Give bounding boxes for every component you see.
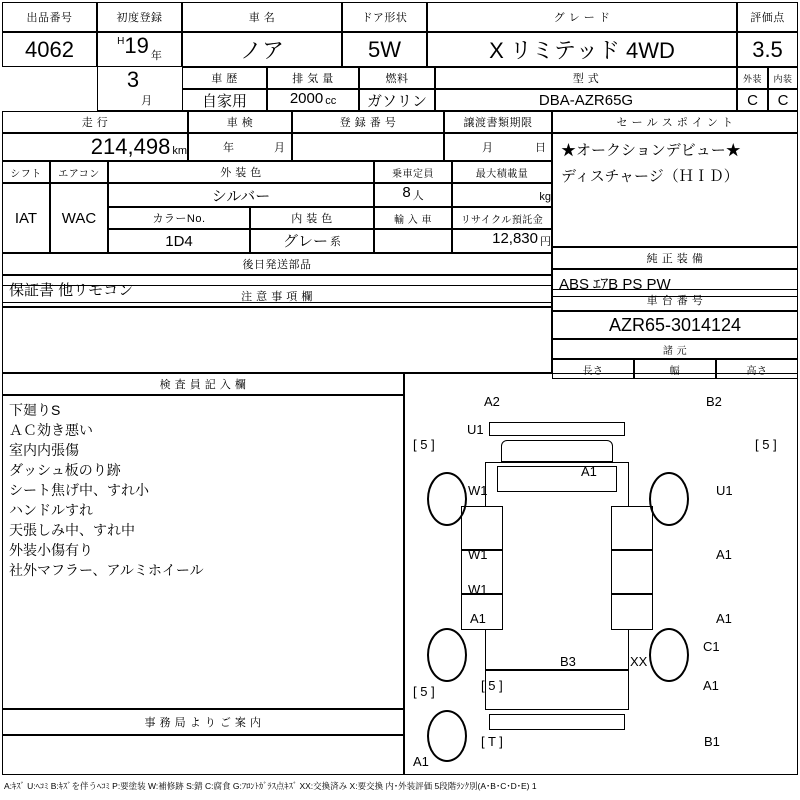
first-reg-month: 3: [126, 67, 140, 92]
int-grade-label-cell: [768, 67, 798, 89]
recycle-unit: 円: [540, 236, 551, 248]
mileage-label-cell: [2, 111, 188, 133]
lot-number-value: 4062: [25, 36, 74, 62]
history-value-cell: [182, 89, 267, 111]
shift-label: シフト: [10, 168, 42, 180]
chassis-label-cell: [552, 289, 798, 311]
aircon-label: エアコン: [58, 168, 100, 180]
damage-mark: [ 5 ]: [481, 678, 503, 693]
color-no-label-cell: [108, 207, 250, 229]
office-notice-title-cell: [2, 709, 404, 735]
mileage-value-cell: [2, 133, 188, 161]
int-color-suffix: 系: [330, 236, 341, 248]
damage-mark: A1: [703, 678, 719, 693]
legend-text: A:ｷｽﾞ U:ﾍｺﾐ B:ｷｽﾞを伴うﾍｺﾐ P:要塗装 W:補修跡 S:錆 C:腐食 G:ﾌﾛﾝﾄｶﾞﾗｽ点ｷｽﾞ XX:交換済み X:要交換 内･外装評価 5段階ﾗﾝｸ別(A･B･C･D･E) 1: [4, 781, 537, 791]
score-label-cell: [737, 2, 798, 32]
ext-color-value: シルバー: [211, 187, 271, 205]
ext-color-label: 外 装 色: [220, 167, 262, 179]
score-value: 3.5: [752, 36, 783, 62]
ext-grade-label-cell: [737, 67, 768, 89]
first-reg-year-unit: 年: [150, 50, 162, 62]
door-shape-value: 5W: [368, 36, 401, 62]
damage-mark: A1: [716, 547, 732, 562]
inspector-note-line: ダッシュ板のり跡: [9, 462, 121, 478]
transfer-deadline-label: 譲渡書類期限: [463, 117, 533, 129]
displacement-value: 2000: [289, 90, 324, 107]
aircon-value-cell: [50, 183, 108, 253]
car-name-label-cell: [182, 2, 342, 32]
first-reg-month-unit: 月: [141, 95, 153, 107]
wheel-rear-left: [427, 628, 467, 682]
fuel-value-cell: [359, 89, 435, 111]
score-value-cell: [737, 32, 798, 67]
transfer-month-unit: 月: [482, 142, 493, 154]
damage-mark: C1: [703, 639, 720, 654]
sales-point-label: セ ー ル ス ポ イ ン ト: [616, 117, 734, 129]
damage-mark: U1: [716, 483, 733, 498]
displacement-label: 排 気 量: [292, 73, 334, 85]
shift-label-cell: [2, 161, 50, 183]
color-no-label: カラーNo.: [152, 213, 206, 225]
first-reg-month-border: [97, 67, 182, 111]
mileage-unit: km: [172, 145, 187, 157]
grade-label-cell: [427, 2, 737, 32]
int-grade-value: C: [777, 91, 789, 109]
int-color-label: 内 装 色: [291, 213, 333, 225]
right-front-door-rect: [611, 506, 653, 550]
dims-height-label: 高さ: [746, 365, 768, 377]
damage-mark: [ 5 ]: [413, 684, 435, 699]
shaken-label-cell: [188, 111, 292, 133]
dims-length-label: 長さ: [582, 365, 604, 377]
reg-no-label-cell: [292, 111, 444, 133]
grade-label: グ レ ー ド: [553, 12, 611, 24]
history-value: 自家用: [201, 92, 247, 110]
displacement-unit: cc: [325, 95, 337, 107]
chassis-value-cell: [552, 311, 798, 339]
fuel-label-cell: [359, 67, 435, 89]
fuel-label: 燃料: [385, 73, 409, 85]
damage-mark: A1: [716, 611, 732, 626]
transfer-day-unit: 日: [535, 142, 546, 154]
lot-number-value-cell: [2, 32, 97, 67]
shift-value-cell: [2, 183, 50, 253]
chassis-value: AZR65-3014124: [608, 314, 742, 335]
inspector-note-line: 下廻りS: [9, 402, 61, 418]
damage-mark: W1: [468, 483, 488, 498]
rear-bumper-rect: [489, 714, 625, 730]
ext-grade-value: C: [747, 91, 758, 109]
notes-value-cell: [2, 307, 552, 373]
office-notice-title: 事 務 局 よ り ご 案 内: [144, 717, 262, 729]
seats-unit: 人: [412, 190, 424, 202]
car-name-value-cell: [182, 32, 342, 67]
recycle-label-cell: [452, 207, 552, 229]
first-reg-label-cell: [97, 2, 182, 32]
wheel-rear-right: [649, 628, 689, 682]
transfer-deadline-value-cell: [444, 133, 552, 161]
history-label-cell: [182, 67, 267, 89]
inspector-note-line: 天張しみ中、すれ中: [9, 522, 135, 538]
color-no-value-cell: [108, 229, 250, 253]
fuel-value: ガソリン: [366, 92, 427, 110]
car-outline-diagram: [405, 374, 798, 775]
max-load-label-cell: [452, 161, 552, 183]
damage-mark: W1: [468, 582, 488, 597]
shaken-label: 車 検: [226, 117, 254, 129]
sales-point-line: ★オークションデビュー★: [561, 142, 741, 159]
mileage-label: 走 行: [81, 117, 109, 129]
damage-mark: [ 5 ]: [413, 437, 435, 452]
left-front-door-rect: [461, 506, 503, 550]
recycle-value: 12,830: [492, 230, 538, 247]
ext-grade-value-cell: [737, 89, 768, 111]
damage-mark: XX: [630, 654, 648, 669]
ext-color-label-cell: [108, 161, 374, 183]
wheel-spare: [427, 710, 467, 762]
genuine-equip-label: 純 正 装 備: [646, 253, 704, 265]
recycle-label: リサイクル預託金: [460, 214, 544, 226]
damage-mark: A1: [470, 611, 486, 626]
wheel-front-right: [649, 472, 689, 526]
right-rear-door-rect: [611, 550, 653, 594]
hood-rect: [501, 440, 613, 462]
grade-value-cell: [427, 32, 737, 67]
ext-color-value-cell: [108, 183, 374, 207]
dims-width-label: 幅: [669, 365, 681, 377]
damage-mark: [ 5 ]: [755, 437, 777, 452]
front-bumper-rect: [489, 422, 625, 436]
dims-label-cell: [552, 339, 798, 359]
seats-value: 8: [402, 184, 411, 201]
sales-point-line: ディスチャージ（ＨＩＤ）: [561, 168, 739, 185]
first-reg-era: H: [117, 36, 125, 47]
mileage-value: 214,498: [90, 134, 171, 159]
int-color-value-cell: [250, 229, 374, 253]
lot-number-label: 出品番号: [26, 12, 73, 24]
damage-mark: B1: [704, 734, 720, 749]
import-label: 輸 入 車: [393, 214, 433, 226]
model-label: 型 式: [572, 73, 600, 85]
notes-label-cell: [2, 285, 552, 307]
cabin-body-rect: [485, 462, 629, 670]
int-color-label-cell: [250, 207, 374, 229]
grade-value: X リミテッド 4WD: [489, 38, 675, 63]
windshield-rect: [497, 466, 617, 492]
score-label: 評価点: [750, 12, 785, 24]
inspector-note-line: シート焦げ中、すれ小: [9, 482, 149, 498]
genuine-equip-label-cell: [552, 247, 798, 269]
damage-mark: A1: [413, 754, 429, 769]
import-label-cell: [374, 207, 452, 229]
shaken-year-unit: 年: [223, 142, 234, 154]
transfer-deadline-label-cell: [444, 111, 552, 133]
shift-value: IAT: [14, 209, 38, 227]
int-grade-label: 内装: [773, 73, 793, 84]
warranty-value: 保証書 他リモコン: [9, 281, 134, 299]
recycle-value-cell: [452, 229, 552, 253]
history-label: 車 歴: [211, 73, 238, 85]
later-parts-label: 後日発送部品: [242, 259, 312, 271]
seats-label-cell: [374, 161, 452, 183]
aircon-value: WAC: [61, 209, 97, 227]
sales-point-value-cell: [552, 133, 798, 247]
first-reg-value-cell: [97, 32, 182, 67]
car-name-label: 車 名: [248, 12, 276, 24]
model-label-cell: [435, 67, 737, 89]
chassis-label: 車 台 番 号: [646, 295, 704, 307]
displacement-label-cell: [267, 67, 359, 89]
first-reg-label: 初度登録: [116, 12, 163, 24]
max-load-label: 最大積載量: [475, 168, 529, 180]
damage-mark: A1: [581, 464, 597, 479]
first-reg-year: 19: [124, 33, 149, 58]
reg-no-label: 登 録 番 号: [339, 117, 397, 129]
wheel-front-left: [427, 472, 467, 526]
inspector-note-line: ハンドルすれ: [9, 502, 93, 518]
color-no-value: 1D4: [165, 232, 193, 250]
inspector-note-line: 室内内張傷: [9, 442, 79, 458]
office-notice-body-cell: [2, 735, 404, 775]
lot-number-label-cell: [2, 2, 97, 32]
damage-mark: W1: [468, 547, 488, 562]
rear-body-rect: [485, 670, 629, 710]
inspector-note-line: 外装小傷有り: [9, 542, 93, 558]
model-value: DBA-AZR65G: [538, 91, 634, 109]
door-shape-label-cell: [342, 2, 427, 32]
damage-mark: B2: [706, 394, 722, 409]
damage-mark: U1: [467, 422, 484, 437]
max-load-value-cell: [452, 183, 552, 207]
inspector-note-line: 社外マフラー、アルミホイール: [9, 562, 204, 578]
later-parts-label-cell: [2, 253, 552, 275]
shaken-value-cell: [188, 133, 292, 161]
right-quarter-rect: [611, 594, 653, 630]
damage-mark: [ T ]: [481, 734, 503, 749]
import-value-cell: [374, 229, 452, 253]
shaken-month-unit: 月: [274, 142, 285, 154]
ext-grade-label: 外装: [742, 73, 762, 84]
car-name-value: ノア: [239, 38, 284, 63]
max-load-unit: kg: [539, 191, 551, 203]
notes-label: 注 意 事 項 欄: [241, 291, 313, 303]
dims-label: 諸 元: [662, 345, 688, 357]
seats-value-cell: [374, 183, 452, 207]
displacement-value-cell: [267, 89, 359, 111]
inspector-title: 検 査 員 記 入 欄: [159, 379, 247, 391]
genuine-equip-value: ABS ｴｱB PS PW: [559, 275, 671, 293]
inspector-notes-list: [3, 396, 403, 584]
int-color-value: グレー: [282, 233, 328, 250]
model-value-cell: [435, 89, 737, 111]
inspector-notes-cell: [2, 395, 404, 709]
int-grade-value-cell: [768, 89, 798, 111]
damage-diagram-panel: [404, 373, 798, 775]
aircon-label-cell: [50, 161, 108, 183]
reg-no-value-cell: [292, 133, 444, 161]
inspector-title-cell: [2, 373, 404, 395]
door-shape-label: ドア形状: [361, 12, 408, 24]
damage-mark: B3: [560, 654, 576, 669]
sales-point-label-cell: [552, 111, 798, 133]
inspector-note-line: ＡＣ効き悪い: [9, 422, 93, 438]
damage-mark: A2: [484, 394, 500, 409]
door-shape-value-cell: [342, 32, 427, 67]
seats-label: 乗車定員: [392, 168, 434, 180]
